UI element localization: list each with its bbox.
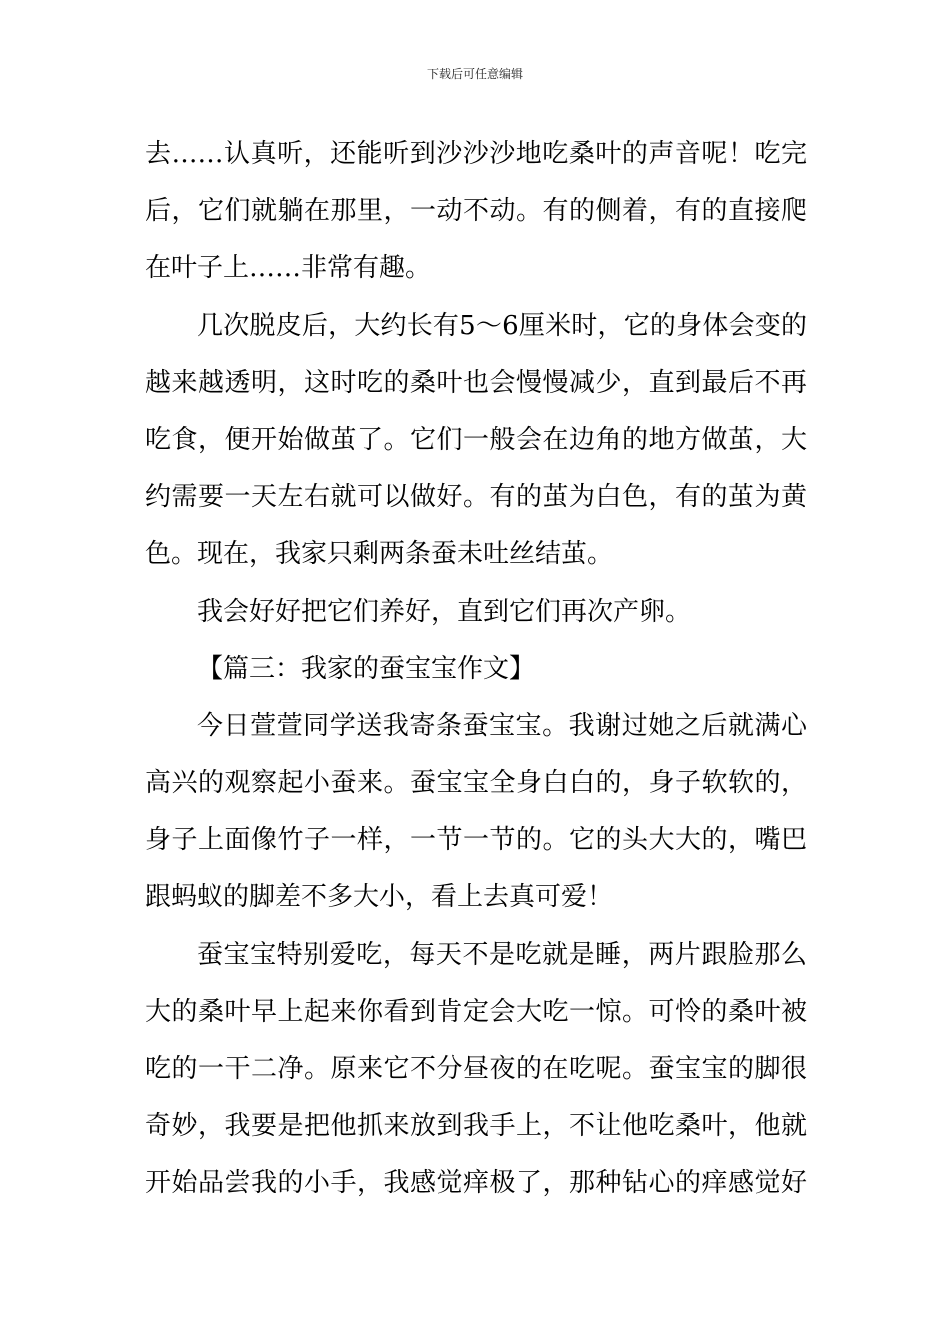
text-line: 几次脱皮后，大约长有5～6厘米时，它的身体会变的	[197, 310, 807, 341]
text-line: 奇妙，我要是把他抓来放到我手上，不让他吃桑叶，他就	[145, 1111, 807, 1142]
text-line: 开始品尝我的小手，我感觉痒极了，那种钻心的痒感觉好	[145, 1168, 807, 1199]
text-line: 大的桑叶早上起来你看到肯定会大吃一惊。可怜的桑叶被	[145, 996, 807, 1027]
text-line: 我会好好把它们养好，直到它们再次产卵。	[197, 596, 692, 627]
page-header: 下载后可任意编辑	[426, 67, 523, 81]
text-line: 去……认真听，还能听到沙沙沙地吃桑叶的声音呢！吃完	[145, 139, 807, 169]
text-line: 蚕宝宝特别爱吃，每天不是吃就是睡，两片跟脸那么	[197, 939, 807, 970]
document-body	[145, 126, 807, 1213]
text-line: 今日萱萱同学送我寄条蚕宝宝。我谢过她之后就满心	[197, 710, 807, 741]
text-line: 身子上面像竹子一样，一节一节的。它的头大大的，嘴巴	[145, 825, 807, 856]
text-line: 吃食，便开始做茧了。它们一般会在边角的地方做茧，大	[145, 424, 807, 455]
text-line: 高兴的观察起小蚕来。蚕宝宝全身白白的，身子软软的，	[145, 768, 807, 799]
text-line: 跟蚂蚁的脚差不多大小，看上去真可爱！	[145, 882, 614, 913]
text-line: 吃的一干二净。原来它不分昼夜的在吃呢。蚕宝宝的脚很	[145, 1054, 807, 1084]
text-line: 越来越透明，这时吃的桑叶也会慢慢减少，直到最后不再	[145, 367, 807, 398]
text-line: 后，它们就躺在那里，一动不动。有的侧着，有的直接爬	[145, 196, 807, 227]
text-line: 色。现在，我家只剩两条蚕未吐丝结茧。	[145, 539, 614, 570]
section-heading: 【篇三：我家的蚕宝宝作文】	[197, 653, 536, 684]
text-line: 约需要一天左右就可以做好。有的茧为白色，有的茧为黄	[145, 482, 807, 513]
text-line: 在叶子上……非常有趣。	[145, 253, 432, 284]
